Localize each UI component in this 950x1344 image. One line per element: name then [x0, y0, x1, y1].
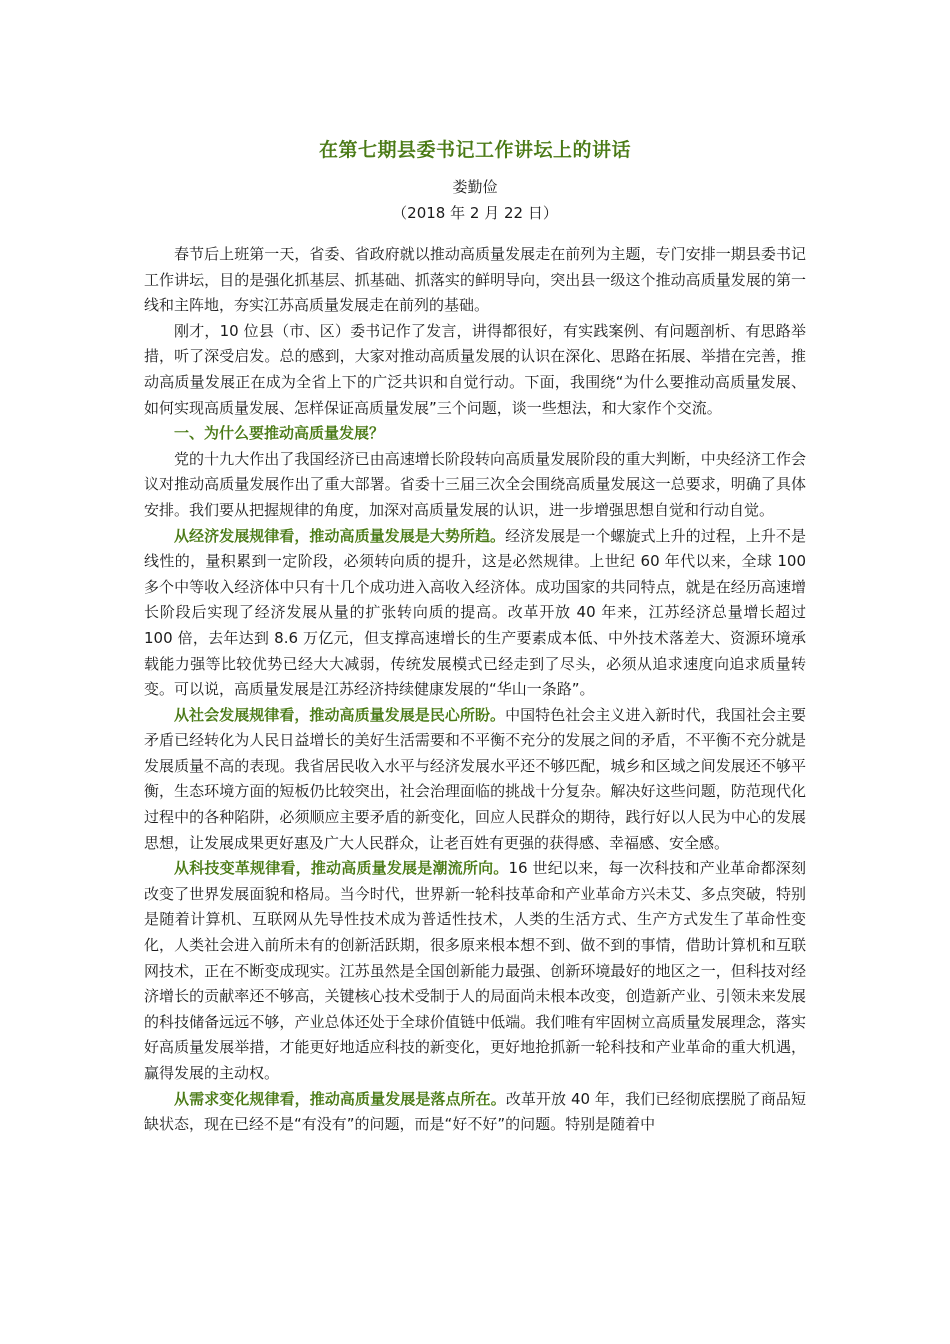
- paragraph: 党的十九大作出了我国经济已由高速增长阶段转向高质量发展阶段的重大判断，中央经济工作会议对推动高质量发展作出了重大部署。省委十三届三次全会围绕高质量发展这一总要求，明确了具体安排。我们要从把握规律的角度，加深对高质量发展的认识，进一步增强思想自觉和行动自觉。: [144, 449, 806, 519]
- paragraph-lead: 从需求变化规律看，推动高质量发展是落点所在。: [174, 1089, 506, 1108]
- paragraph-text: 经济发展是一个螺旋式上升的过程，上升不是线性的，量积累到一定阶段，必须转向质的提升，这是必然规律。上世纪 60 年代以来，全球 100 多个中等收入经济体中只有十几个成功进入高收入经济体。成功国家的共同特点，就是在经历高速增长阶段后实现了经济发展从量的扩张转向质的提高。改革开放 40 年来，江苏经济总量增长超过 100 倍，去年达到 8.6 万亿元，但支撑高速增长的生产要素成本低、中外技术落差大、资源环境承载能力强等比较优势已经大大减弱，传统发展模式已经走到了尽头，必须从追求速度向追求质量转变。可以说，高质量发展是江苏经济持续健康发展的“华山一条路”。: [144, 526, 806, 699]
- section-heading: 一、为什么要推动高质量发展？: [174, 424, 385, 443]
- paragraph-lead: 从社会发展规律看，推动高质量发展是民心所盼。: [174, 705, 506, 724]
- paragraph-text: 改革开放 40 年，我们已经彻底摆脱了商品短缺状态，现在已经不是“有没有”的问题，而是“好不好”的问题。特别是随着中: [144, 1089, 806, 1134]
- paragraph-text: 中国特色社会主义进入新时代，我国社会主要矛盾已经转化为人民日益增长的美好生活需要和不平衡不充分的发展之间的矛盾，不平衡不充分就是发展质量不高的表现。我省居民收入水平与经济发展水平还不够匹配，城乡和区域之间发展还不够平衡，生态环境方面的短板仍比较突出，社会治理面临的挑战十分复杂。解决好这些问题，防范现代化过程中的各种陷阱，必须顺应主要矛盾的新变化，回应人民群众的期待，践行好以人民为中心的发展思想，让发展成果更好惠及广大人民群众，让老百姓有更强的获得感、幸福感、安全感。: [144, 705, 806, 852]
- document-page: [144, 134, 806, 1138]
- paragraph-lead: 从科技变革规律看，推动高质量发展是潮流所向。: [174, 859, 509, 878]
- document-date: （2018 年 2 月 22 日）: [392, 204, 558, 222]
- paragraph: [144, 524, 806, 703]
- paragraph-text: 16 世纪以来，每一次科技和产业革命都深刻改变了世界发展面貌和格局。当今时代，世界新一轮科技革命和产业革命方兴未艾、多点突破，特别是随着计算机、互联网从先导性技术成为普适性技术，人类的生活方式、生产方式发生了革命性变化，人类社会进入前所未有的创新活跃期，很多原来根本想不到、做不到的事情，借助计算机和互联网技术，正在不断变成现实。江苏虽然是全国创新能力最强、创新环境最好的地区之一，但科技对经济增长的贡献率还不够高，关键核心技术受制于人的局面尚未根本改变，创造新产业、引领未来发展的科技储备远远不够，产业总体还处于全球价值链中低端。我们唯有牢固树立高质量发展理念，落实好高质量发展举措，才能更好地适应科技的新变化，更好地抢抓新一轮科技和产业革命的重大机遇，赢得发展的主动权。: [144, 859, 806, 1082]
- paragraph: [144, 1087, 806, 1138]
- paragraph: [144, 703, 806, 857]
- paragraph: [144, 856, 806, 1086]
- paragraph: 春节后上班第一天，省委、省政府就以推动高质量发展走在前列为主题，专门安排一期县委书记工作讲坛，目的是强化抓基层、抓基础、抓落实的鲜明导向，突出县一级这个推动高质量发展的第一线和主阵地，夯实江苏高质量发展走在前列的基础。: [144, 245, 806, 315]
- paragraph: 刚才，10 位县（市、区）委书记作了发言，讲得都很好，有实践案例、有问题剖析、有思路举措，听了深受启发。总的感到，大家对推动高质量发展的认识在深化、思路在拓展、举措在完善，推动高质量发展正在成为全省上下的广泛共识和自觉行动。下面，我围绕“为什么要推动高质量发展、如何实现高质量发展、怎样保证高质量发展”三个问题，谈一些想法，和大家作个交流。: [144, 321, 806, 417]
- document-body: [144, 242, 806, 1138]
- document-title: 在第七期县委书记工作讲坛上的讲话: [318, 139, 631, 161]
- document-author: 娄勤俭: [452, 178, 498, 196]
- paragraph-lead: 从经济发展规律看，推动高质量发展是大势所趋。: [174, 526, 506, 545]
